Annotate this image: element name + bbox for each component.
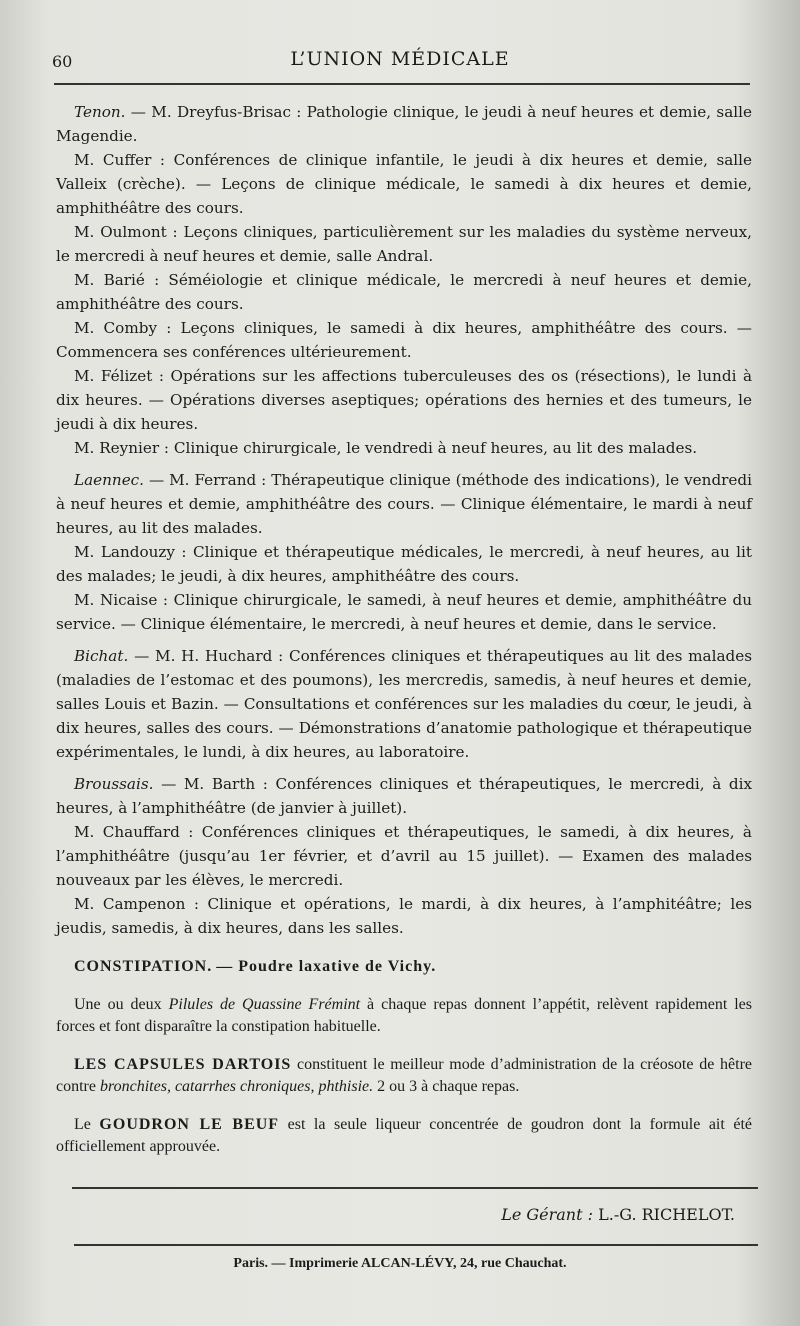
hospital-name: Broussais. bbox=[74, 775, 154, 793]
ad-goudron: Le GOUDRON LE BEUF est la seule liqueur concentrée de goudron dont la formule ait été officiellement approuvée. bbox=[56, 1116, 753, 1155]
course-entry: M. Nicaise : Clinique chirurgicale, le samedi, à neuf heures et demie, amphithéâtre du service. — Clinique élémentaire, le mercredi, à neuf heures et demie, dans le service. bbox=[56, 591, 752, 633]
course-entry: M. Oulmont : Leçons cliniques, particulièrement sur les maladies du système nerveux, le mercredi à neuf heures et demie, salle Andral. bbox=[56, 223, 752, 265]
main-column bbox=[56, 100, 752, 1158]
broussais-intro: Broussais. — M. Barth : Conférences cliniques et thérapeutiques, le mercredi, à dix heures, à l’amphithéâtre (de janvier à juillet). bbox=[56, 775, 753, 817]
footer-rule-top bbox=[72, 1187, 758, 1189]
ad-constipation-title: CONSTIPATION. bbox=[74, 958, 213, 975]
ad-capsules: LES CAPSULES DARTOIS constituent le meilleur mode d’administration de la créosote de hêtre contre bronchites, catarrhes chroniques, phthisie. 2 ou 3 à chaque repas. bbox=[56, 1056, 752, 1095]
course-entry: M. Félizet : Opérations sur les affections tuberculeuses des os (résections), le lundi à dix heures. — Opérations diverses aseptiques; opérations des hernies et des tumeurs, le jeudi à dix heures. bbox=[56, 367, 752, 433]
running-header: L’UNION MÉDICALE bbox=[290, 48, 510, 70]
course-entry: M. Barié : Séméiologie et clinique médicale, le mercredi à neuf heures et demie, amphithéâtre des cours. bbox=[56, 271, 752, 313]
ad-pilules: Une ou deux Pilules de Quassine Frémint à chaque repas donnent l’appétit, relèvent rapidement les forces et font disparaître la constipation habituelle. bbox=[56, 996, 752, 1035]
header-rule bbox=[54, 83, 750, 85]
hospital-name: Bichat. bbox=[74, 647, 129, 665]
printer-imprint: Paris. — Imprimerie ALCAN-LÉVY, 24, rue Chauchat. bbox=[233, 1256, 567, 1271]
bichat-intro: Bichat. — M. H. Huchard : Conférences cliniques et thérapeutiques au lit des malades (maladies de l’estomac et des poumons), les mercredis, samedis, à neuf heures et demie, salles Louis et Bazin. — Consultations et conférences sur les maladies du cœur, le jeudi, à dix heures, salles des cours. — Démonstrations d’anatomie pathologique et thérapeutique expérimentales, le lundi, à dix heures, au laboratoire. bbox=[56, 647, 752, 761]
hospital-name: Laennec. bbox=[74, 471, 145, 489]
course-entry: M. Chauffard : Conférences cliniques et thérapeutiques, le samedi, à dix heures, à l’amphithéâtre (jusqu’au 1er février, et d’avril au 15 juillet). — Examen des malades nouveaux par les élèves, le mercredi. bbox=[56, 823, 752, 889]
course-entry: M. Campenon : Clinique et opérations, le mardi, à dix heures, à l’amphitéâtre; les jeudis, samedis, à dix heures, dans les salles. bbox=[56, 895, 752, 937]
gerant-signature: Le Gérant : L.-G. RICHELOT. bbox=[501, 1205, 735, 1224]
course-entry: M. Reynier : Clinique chirurgicale, le vendredi à neuf heures, au lit des malades. bbox=[74, 439, 698, 457]
hospital-name: Tenon. bbox=[74, 103, 126, 121]
course-entry: M. Landouzy : Clinique et thérapeutique médicales, le mercredi, à neuf heures, au lit des malades; le jeudi, à dix heures, amphithéâtre des cours. bbox=[56, 543, 752, 585]
page-number: 60 bbox=[52, 52, 73, 71]
course-entry: M. Cuffer : Conférences de clinique infantile, le jeudi à dix heures et demie, salle Valleix (crèche). — Leçons de clinique médicale, le samedi à dix heures et demie, amphithéâtre des cours. bbox=[56, 151, 752, 217]
tenon-intro: Tenon. — M. Dreyfus-Brisac : Pathologie clinique, le jeudi à neuf heures et demie, salle Magendie. bbox=[56, 103, 752, 145]
course-entry: M. Comby : Leçons cliniques, le samedi à dix heures, amphithéâtre des cours. — Commencera ses conférences ultérieurement. bbox=[56, 319, 752, 361]
footer-rule-bottom bbox=[74, 1244, 758, 1246]
ad-constipation: CONSTIPATION. — Poudre laxative de Vichy. bbox=[74, 958, 437, 975]
laennec-intro: Laennec. — M. Ferrand : Thérapeutique clinique (méthode des indications), le vendredi à neuf heures et demie, amphithéâtre des cours. — Clinique élémentaire, le mardi à neuf heures, au lit des malades. bbox=[56, 471, 753, 537]
